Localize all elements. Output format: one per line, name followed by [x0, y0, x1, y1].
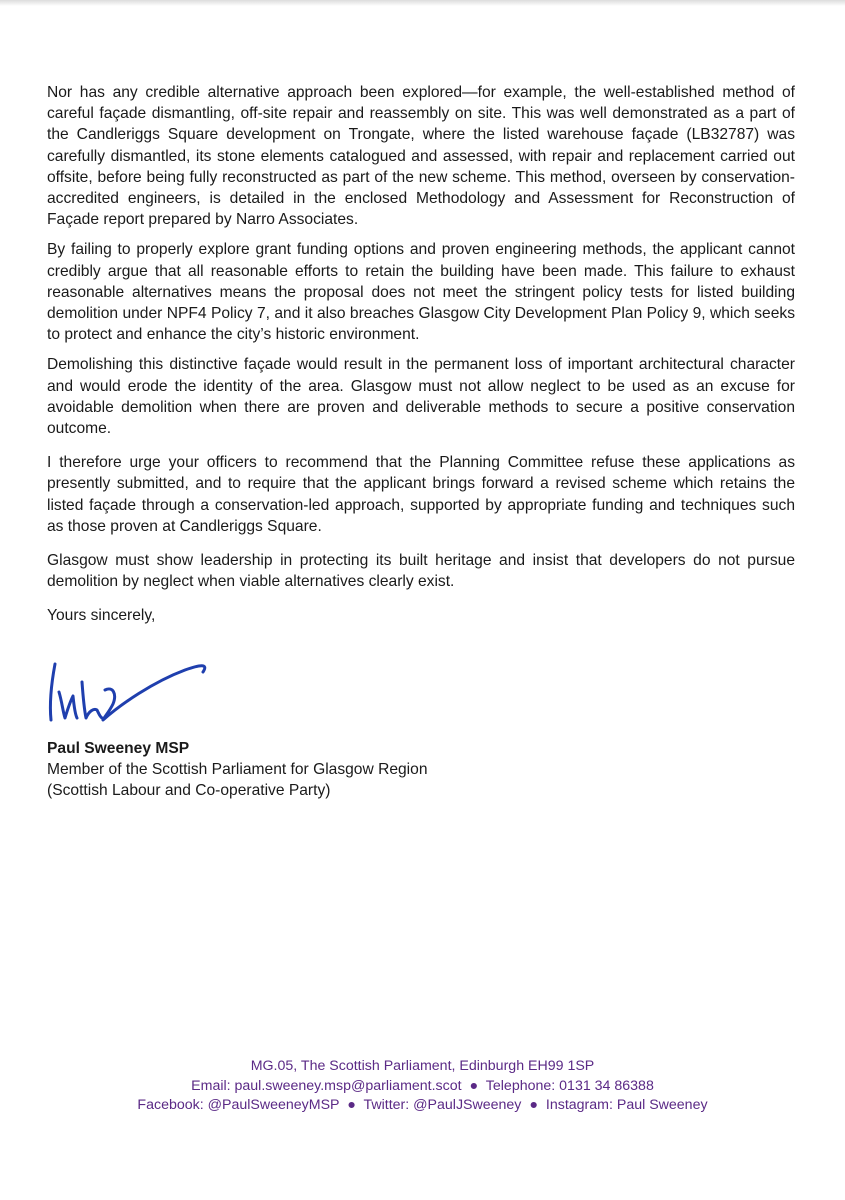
- bullet-separator: ●: [529, 1097, 538, 1113]
- signature-image: [43, 648, 213, 728]
- paragraph-funding-policy: By failing to properly explore grant funding options and proven engineering methods, the applicant cannot credibly argue that all reasonable efforts to retain the building have been made. This failure to exhaust reasonable alternatives means the proposal does not meet the stringent policy tests for listed building demolition under NPF4 Policy 7, and it also breaches Glasgow City Development Plan Policy 9, which seeks to protect and enhance the city’s historic environment.: [47, 241, 795, 344]
- page-top-edge: [0, 0, 845, 6]
- paragraph-demolition-impact: Demolishing this distinctive façade would result in the permanent loss of important architectural character and would erode the identity of the area. Glasgow must not allow neglect to be used as an excuse for avoidable demolition when there are proven and deliverable methods to secure a positive conservation outcome.: [47, 356, 795, 438]
- footer-facebook[interactable]: Facebook: @PaulSweeneyMSP: [137, 1097, 340, 1113]
- paragraph-request-refusal: I therefore urge your officers to recommend that the Planning Committee refuse these applications as presently submitted, and to require that the applicant brings forward a revised scheme which retains the listed façade through a conservation-led approach, supported by appropriate funding and techniques such as those proven at Candleriggs Square.: [47, 454, 795, 535]
- footer-twitter[interactable]: Twitter: @PaulJSweeney: [363, 1097, 522, 1113]
- footer-social-line: [0, 1096, 845, 1116]
- signer-block: [47, 738, 795, 801]
- signer-role: Member of the Scottish Parliament for Glasgow Region: [47, 761, 428, 779]
- signer-name: Paul Sweeney MSP: [47, 740, 190, 758]
- bullet-separator: ●: [469, 1077, 479, 1094]
- footer-address: MG.05, The Scottish Parliament, Edinburgh EH99 1SP: [250, 1058, 595, 1074]
- footer-email[interactable]: Email: paul.sweeney.msp@parliament.scot: [191, 1077, 462, 1094]
- signer-party: (Scottish Labour and Co-operative Party): [47, 782, 331, 800]
- letter-body: [47, 82, 795, 801]
- bullet-separator: ●: [347, 1097, 356, 1113]
- paragraph-leadership: Glasgow must show leadership in protecting its built heritage and insist that developers do not pursue demolition by neglect when viable alternatives clearly exist.: [47, 552, 795, 591]
- closing-salutation: Yours sincerely,: [47, 607, 156, 625]
- footer-instagram[interactable]: Instagram: Paul Sweeney: [545, 1097, 708, 1113]
- paragraph-alternative-approach: Nor has any credible alternative approach been explored—for example, the well-established method of careful façade dismantling, off-site repair and reassembly on site. This was well demonstrated as a part of the Candleriggs Square development on Trongate, where the listed warehouse façade (LB32787) was carefully dismantled, its stone elements catalogued and assessed, with repair and replacement carried out offsite, before being fully reconstructed as part of the new scheme. This method, overseen by conservation-accredited engineers, is detailed in the enclosed Methodology and Assessment for Reconstruction of Façade report prepared by Narro Associates.: [47, 84, 795, 229]
- letterhead-footer: [0, 1057, 845, 1116]
- footer-telephone: Telephone: 0131 34 86388: [485, 1077, 654, 1094]
- footer-contact-line: [0, 1077, 845, 1097]
